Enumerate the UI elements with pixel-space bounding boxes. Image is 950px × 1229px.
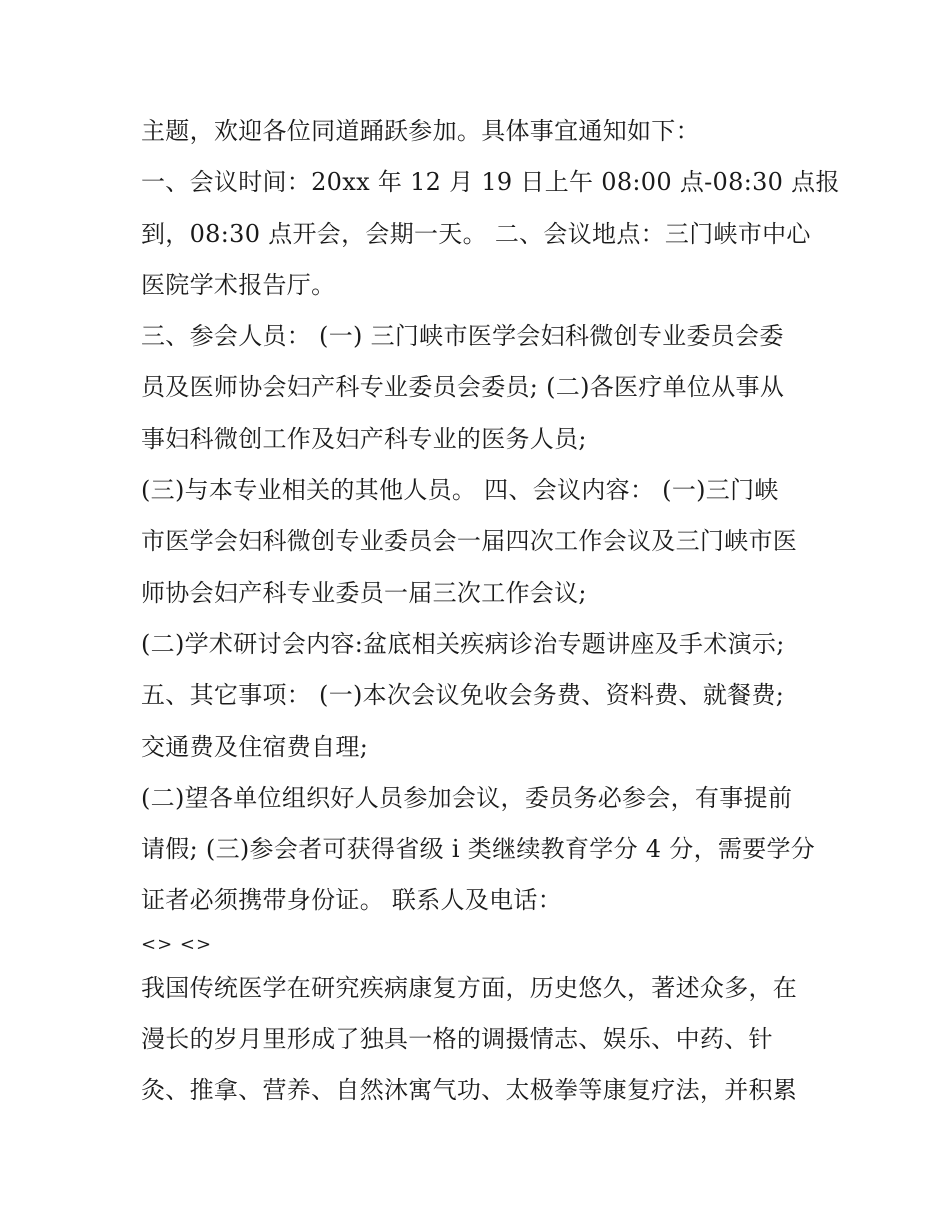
text-line: 到，08:30 点开会，会期一天。 二、会议地点：三门峡市中心 (141, 219, 811, 248)
text-line: 市医学会妇科微创专业委员会一届四次工作会议及三门峡市医 (141, 527, 798, 556)
text-line: 交通费及住宿费自理; (141, 732, 369, 761)
text-line: (二)学术研讨会内容:盆底相关疾病诊治专题讲座及手术演示; (141, 629, 785, 658)
text-line: 漫长的岁月里形成了独具一格的调摄情志、娱乐、中药、针 (141, 1025, 773, 1054)
text-line: 五、其它事项： (一)本次会议免收会务费、资料费、就餐费; (141, 681, 785, 710)
text-line: 请假; (三)参会者可获得省级 i 类继续教育学分 4 分，需要学分 (141, 835, 816, 864)
text-line: (二)望各单位组织好人员参加会议，委员务必参会，有事提前 (141, 783, 793, 812)
text-line: 员及医师协会妇产科专业委员会委员; (二)各医疗单位从事从 (141, 373, 785, 402)
text-line: 医院学术报告厅。 (141, 270, 336, 299)
text-line: 师协会妇产科专业委员一届三次工作会议; (141, 578, 587, 607)
text-line: 三、参会人员： (一) 三门峡市医学会妇科微创专业委员会委 (141, 322, 784, 351)
text-line: 灸、推拿、营养、自然沐寓气功、太极拳等康复疗法，并积累 (141, 1076, 798, 1105)
document-body (141, 106, 840, 1117)
text-line: 主题，欢迎各位同道踊跃参加。具体事宜通知如下： (141, 117, 700, 145)
text-line: (三)与本专业相关的其他人员。 四、会议内容： (一)三门峡 (141, 476, 779, 505)
text-line: 一、会议时间：20xx 年 12 月 19 日上午 08:00 点-08:30 点报 (141, 168, 840, 197)
text-line-placeholder: <> <> (141, 933, 213, 955)
text-line: 证者必须携带身份证。 联系人及电话： (141, 886, 563, 915)
text-line: 事妇科微创工作及妇产科专业的医务人员; (141, 424, 587, 453)
text-line: 我国传统医学在研究疾病康复方面，历史悠久，著述众多，在 (141, 973, 798, 1002)
